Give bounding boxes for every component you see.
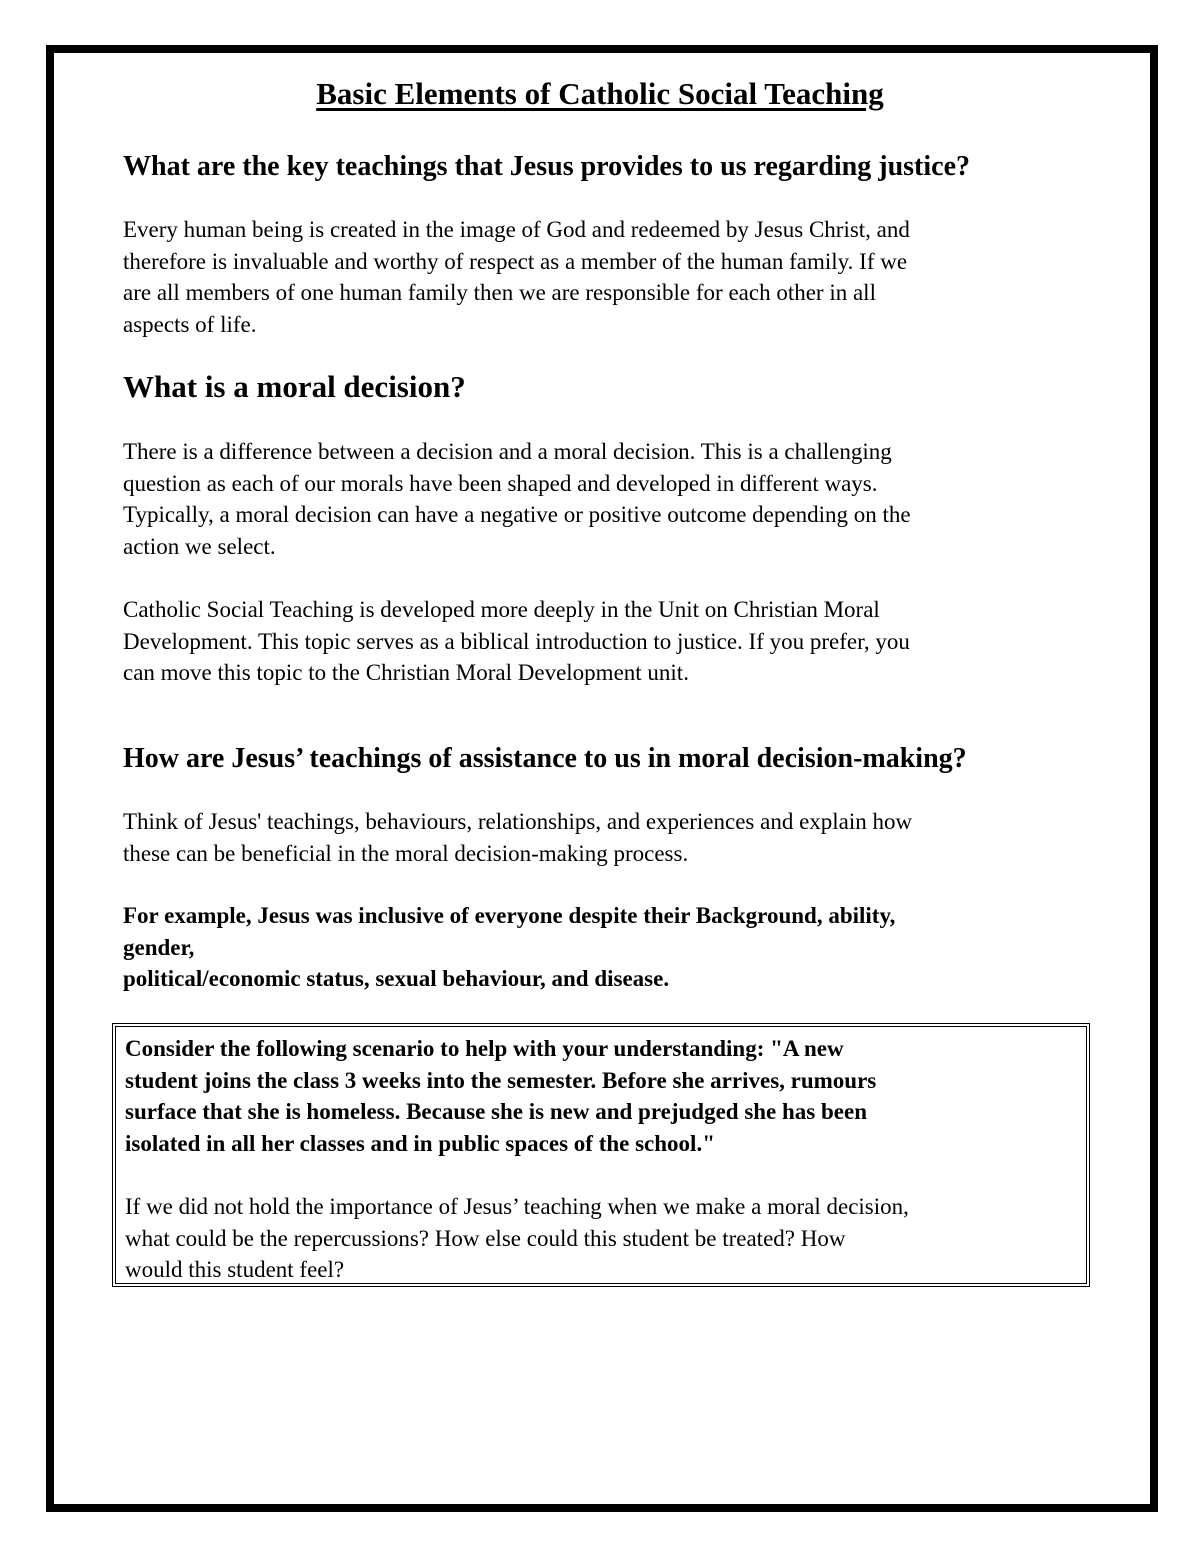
text-line: Development. This topic serves as a biblical introduction to justice. If you prefer, you [123, 628, 910, 654]
scenario-box [112, 1023, 1090, 1287]
section-heading-key-teachings: What are the key teachings that Jesus provides to us regarding justice? [123, 151, 970, 182]
text-line: action we select. [123, 533, 276, 559]
text-line: question as each of our morals have been shaped and developed in different ways. [123, 470, 878, 496]
text-line: If we did not hold the importance of Jesus’ teaching when we make a moral decision, [125, 1194, 909, 1219]
text-line: student joins the class 3 weeks into the semester. Before she arrives, rumours [125, 1067, 877, 1093]
example-paragraph [123, 900, 1083, 995]
text-line: Typically, a moral decision can have a negative or positive outcome depending on the [123, 502, 911, 527]
section-heading-jesus-teachings: How are Jesus’ teachings of assistance to us in moral decision-making? [123, 743, 967, 774]
text-line: can move this topic to the Christian Moral Development unit. [123, 660, 689, 685]
catholic-social-teaching-paragraph [123, 594, 1083, 689]
text-line: are all members of one human family then we are responsible for each other in all [123, 280, 876, 305]
moral-decision-paragraph [123, 436, 1083, 562]
text-line: therefore is invaluable and worthy of respect as a member of the human family. If we [123, 248, 908, 274]
section-heading-moral-decision: What is a moral decision? [123, 369, 466, 404]
text-line: isolated in all her classes and in public spaces of the school." [125, 1130, 715, 1156]
text-line: these can be beneficial in the moral decision-making process. [123, 840, 689, 866]
scenario-text [125, 1033, 1075, 1159]
document-title: Basic Elements of Catholic Social Teaching [316, 76, 884, 111]
scenario-questions [125, 1191, 1075, 1286]
text-line: For example, Jesus was inclusive of everyone despite their Background, ability, [123, 903, 896, 928]
key-teachings-paragraph [123, 214, 1083, 340]
text-line: Consider the following scenario to help with your understanding: "A new [125, 1036, 844, 1061]
text-line: surface that she is homeless. Because she is new and prejudged she has been [125, 1099, 868, 1124]
text-line: would this student feel? [125, 1257, 345, 1282]
text-line: political/economic status, sexual behaviour, and disease. [123, 966, 670, 991]
text-line: There is a difference between a decision and a moral decision. This is a challenging [123, 439, 892, 464]
text-line: Catholic Social Teaching is developed more deeply in the Unit on Christian Moral [123, 597, 880, 622]
jesus-teachings-paragraph [123, 806, 1083, 869]
text-line: gender, [123, 934, 195, 960]
text-line: aspects of life. [123, 311, 257, 337]
text-line: Think of Jesus' teachings, behaviours, relationships, and experiences and explain how [123, 809, 913, 834]
text-line: Every human being is created in the image of God and redeemed by Jesus Christ, and [123, 217, 910, 242]
text-line: what could be the repercussions? How else could this student be treated? How [125, 1225, 846, 1251]
